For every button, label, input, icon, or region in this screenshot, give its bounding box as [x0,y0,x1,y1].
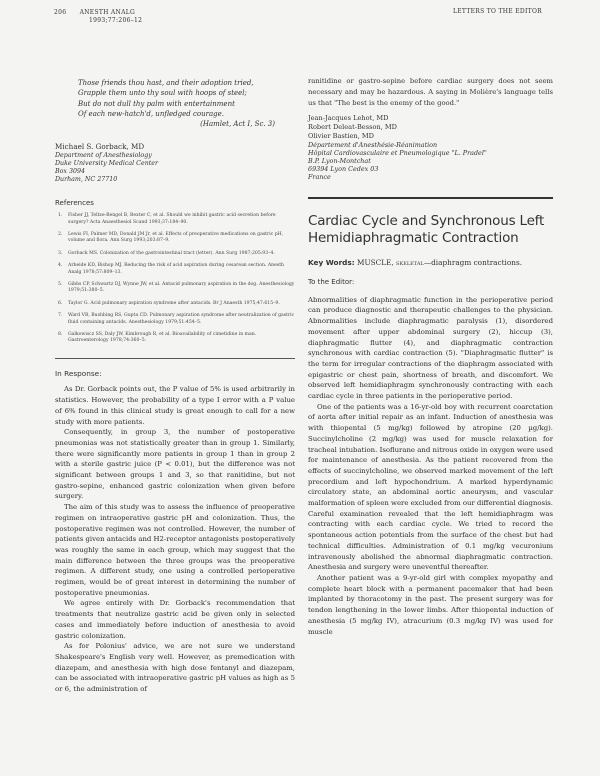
keywords [308,257,553,268]
reference-item: 5. Gibbs CP, Schwartz DJ, Wynne JW, et al. Antacid pulmonary aspiration in the dog. Anesthesiology 1979;51:380–5. [58,282,295,294]
keywords-label: Key Words: [308,257,355,267]
article-body [308,295,553,638]
author-affiliation-line: Hôpital Cardiovasculaire et Pneumologique "L. Pradel" [308,148,487,157]
response-paragraph: We agree entirely with Dr. Gorback's recommendation that treatments that neutralize gastric acid be given only in selected cases and immediately before induction of anesthesia to avoid gastric colonization. [55,599,295,640]
journal-name: ANESTH ANALG [79,9,136,16]
author-signature [55,142,295,184]
keyword-rest: —diaphragm contractions. [423,257,523,267]
reference-item: 6. Taylor G. Acid pulmonary aspiration syndrome after antacids. Br J Anaesth 1975;47:615–9. [58,300,280,306]
author-affiliation-line: Department of Anesthesiology [55,152,152,160]
article-divider [308,197,553,199]
author-affiliation-line: Durham, NC 27710 [55,176,118,184]
reference-item: 3. Gorback MS. Colonization of the gastrointestinal tract (letter). Ann Surg 1987;205:93–4. [58,250,275,256]
reference-item: 2. Lewis FI, Palmer MD, Donald JM Jr, et al. Effects of preoperative medications on gastric pH, volume and flora. Ann Surg 1993;203:87–9. [58,232,284,244]
verse-line: Grapple them unto thy soul with hoops of steel; [78,89,247,98]
response-paragraph: Consequently, in group 3, the number of postoperative pneumonias was not statistically greater than in group 1. Similarly, there were significantly more patients in group 1 than in group 2 with a sterile gastric juice (P < 0.01), but the difference was not significant between groups 1 and 3, so that ranitidine, but not gastro-sepine, enhanced gastric colonization when given before surgery. [55,428,295,501]
author-name: Michael S. Gorback, MD [55,142,145,152]
running-header-left [54,9,142,25]
response-paragraph: As Dr. Gorback points out, the P value of 5% is used arbitrarily in statistics. However, the probability of a type I error with a P value of 6% found in this clinical study is great enough to call for a new study with more patients. [55,385,295,426]
left-column [55,78,295,695]
response-paragraph: As for Polonius' advice, we are not sure we understand Shakespeare's English very well. However, as premedication with diazepam, and anesthesia with high dose fentanyl and diazepam, can be associated with intraoperative gastric pH values as high as 5 or 6, the administration of [55,642,295,694]
reference-item: 7. Ward VB, Bushbing RS, Gupta CD. Pulmonary aspiration syndrome after neutralization of gastric fluid containing antacids. Anesthesiology 1979;51:454–5. [58,313,295,325]
response-paragraph: The aim of this study was to assess the influence of preoperative regimen on intraoperative gastric pH and colonization. Thus, the postoperative regimen was not controlled. However, the number of patients given antacids and H2-receptor antagonists postoperatively was roughly the same in each group, which may suggest that the main difference between the three groups was the preoperative regimen. A different study, one using a controlled perioperative regimen, would be of great interest in determining the number of postoperative pneumonias. [55,503,295,597]
salutation: To the Editor: [308,277,355,286]
references-heading: References [55,199,94,208]
article-title: Cardiac Cycle and Synchronous Left Hemidiaphragmatic Contraction [308,212,545,246]
author-affiliation-line: 69394 Lyon Cedex 03 [308,164,379,173]
reference-item: 4. Arbeide KD, Bishop MJ. Reducing the risk of acid aspiration during cesarean section. Anesth Analg 1978;57:809–13. [58,263,284,275]
response-continuation: ranitidine or gastro-sepine before cardiac surgery does not seem necessary and may be hazardous. A saying in Molière's language tells us that "The best is the enemy of the good." [308,77,553,107]
reference-list [55,213,295,344]
page-number: 206 [54,9,67,16]
reference-item: 8. Galkowiscz SS, Daly JW, Kimbrough R, et al. Bioavailability of cimetidine in man. Gastroenterology 1978;74:360–5. [58,332,257,344]
verse-line: But do not dull thy palm with entertainment [78,99,235,108]
author-affiliation-line: Box 3094 [55,168,85,176]
verse-quotation [78,78,295,129]
verse-line: Those friends thou hast, and their adoption tried, [78,79,254,87]
right-column [308,76,553,637]
author-affiliation-line: Duke University Medical Center [55,160,159,168]
author-affiliation-line: Département d'Anesthésie-Réanimation [308,140,438,149]
verse-attribution: (Hamlet, Act I, Sc. 3) [200,120,275,129]
verse-line: Of each new-hatch'd, unfledged courage. [78,109,224,118]
reference-item: 1. Fisher JJ, Teltze-Bengel B, Bexter C, et al. Should we inhibit gastric acid secretion before surgery? Acta Anaesthesiol Scand 1993;37:184–90. [58,213,276,225]
article-paragraph: Another patient was a 9-yr-old girl with complex myopathy and complete heart block with a permanent pacemaker that had been implanted by thoracotomy in the past. The present surgery was for tendon lengthening in the lower limbs. After thiopental induction of anesthesia (5 mg/kg IV), atracurium (0.3 mg/kg IV) was used for muscle [308,574,553,636]
section-divider [55,358,295,359]
author-affiliation-line: B.P. Lyon-Montchat [308,156,371,165]
author-affiliation-line: France [308,172,331,181]
response-body [55,384,295,694]
response-heading: In Response: [55,369,102,379]
article-paragraph: Abnormalities of diaphragmatic function in the perioperative period can produce diagnostic and therapeutic challenges to the physician. Abnormalities include diaphragmatic paralysis (1), disordered movement after upper abdominal surgery (2), hiccup (3), diaphragmatic flutter (4), and diaphragmatic contraction synchronous with cardiac contraction (5). "Diaphragmatic flutter" is the term for irregular contractions of the diaphragm associated with epigastric or chest pain, shortness of breath, and discomfort. We observed left hemidiaphragm synchronously contracting with each cardiac cycle in three patients in the perioperative period. [308,295,553,401]
keyword-sub: skeletal [396,257,424,267]
author-name: Olivier Bastien, MD [308,131,374,140]
article-paragraph: One of the patients was a 16-yr-old boy with recurrent coarctation of aorta after initial repair as an infant. Induction of anesthesia was with thiopental (5 mg/kg) followed by atropine (20 µg/kg). Succinylcholine (2 mg/kg) was used for muscle relaxation for tracheal intubation. Isoflurane and nitrous oxide in oxygen were used for maintenance of anesthesia. As the patient recovered from the effects of succinylcholine, we observed marked movement of the left precordium and left hypochondrium. A marked hyperdynamic circulatory state, an abdominal aortic aneurysm, and vascular malformation of spleen were excluded from our differential diagnosis. Careful examination revealed that the left hemidiaphragm was contracting with each cardiac cycle. We tried to record the spontaneous action potentials from the surface of the chest but had technical difficulties. Administration of 0.1 mg/kg vecuronium intravenously abolished the abnormal diaphragmatic contraction. Anesthesia and surgery were uneventful thereafter. [308,402,553,572]
keyword-main: MUSCLE, [357,257,394,267]
running-header-section: LETTERS TO THE EDITOR [452,8,542,15]
journal-citation: 1993;77:206–12 [89,17,143,24]
response-signature [308,114,553,181]
author-name: Robert Deleat-Besson, MD [308,122,397,131]
author-name: Jean-Jacques Lehot, MD [308,113,389,122]
